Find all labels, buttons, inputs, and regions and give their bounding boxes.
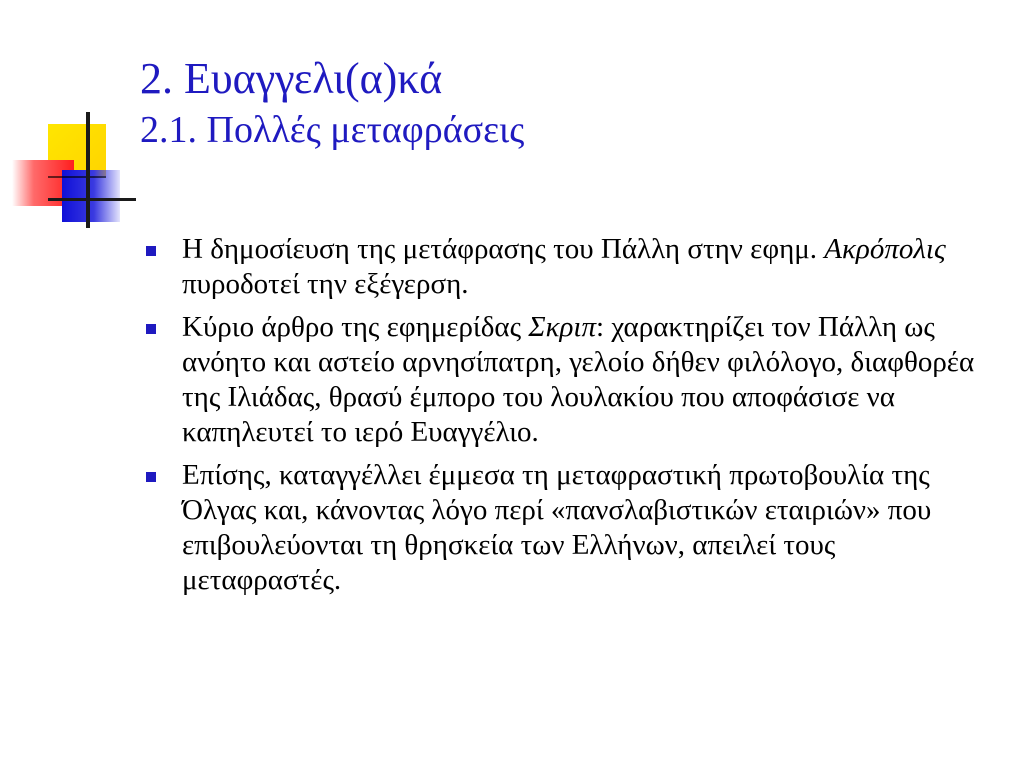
slide-subtitle: 2.1. Πολλές μεταφράσεις xyxy=(140,109,525,151)
bullet-text: Η δημοσίευση της μετάφρασης του Πάλλη στην εφημ. xyxy=(182,233,825,265)
bullet-text: πυροδοτεί την εξέγερση. xyxy=(182,268,469,300)
corner-ornament xyxy=(0,0,150,240)
square-bullet-icon xyxy=(146,472,156,482)
bullet-list xyxy=(140,232,1000,606)
bullet-text: : χαρακτηρίζει τον Πάλλη ως ανόητο και αστείο αρνησίπατρη, γελοίο δήθεν φιλόλογο, διαφθορέα της Ιλιάδας, θρασύ έμπορο του λουλακίου που αποφάσισε να καπηλευτεί το ιερό Ευαγγέλιο. xyxy=(182,311,975,448)
list-item xyxy=(140,232,1000,302)
newspaper-name: Σκριπ xyxy=(528,311,597,343)
ornament-thin-line xyxy=(48,176,106,178)
square-bullet-icon xyxy=(146,324,156,334)
slide-title: 2. Ευαγγελι(α)κά xyxy=(140,54,443,103)
slide-title-block xyxy=(140,52,1000,154)
ornament-horizontal-line xyxy=(48,198,136,201)
list-item xyxy=(140,458,1000,598)
bullet-text: Επίσης, καταγγέλλει έμμεσα τη μεταφραστική πρωτοβουλία της Όλγας και, κάνοντας λόγο περί «πανσλαβιστικών εταιριών» που επιβουλεύονται τη θρησκεία των Ελλήνων, απειλεί τους μεταφραστές. xyxy=(182,459,932,596)
bullet-text: Κύριο άρθρο της εφημερίδας xyxy=(182,311,529,343)
list-item xyxy=(140,310,1000,450)
square-bullet-icon xyxy=(146,246,156,256)
ornament-vertical-line xyxy=(86,112,90,228)
newspaper-name: Ακρόπολις xyxy=(824,233,946,265)
